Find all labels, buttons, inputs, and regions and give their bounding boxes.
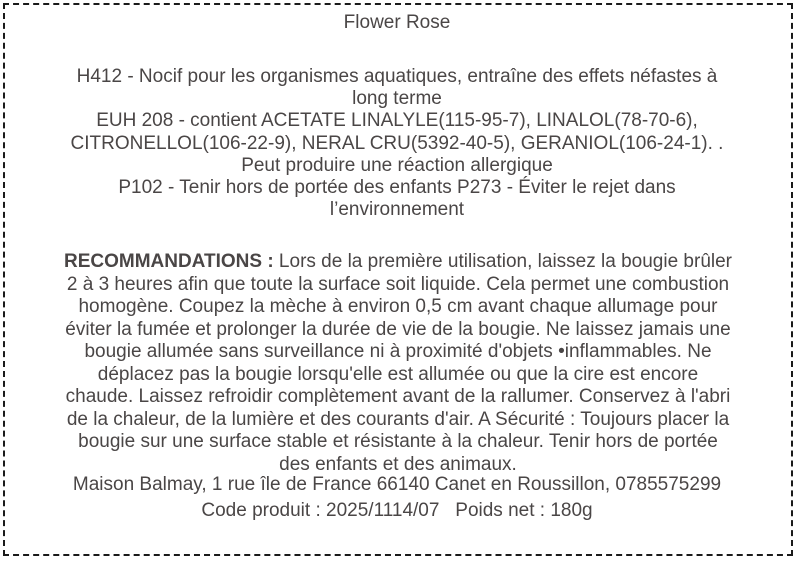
recommendations-line: des enfants et des animaux. (279, 453, 517, 475)
recommendations-line: de la chaleur, de la lumière et des courants d'air. A Sécurité : Toujours placer la (66, 408, 730, 430)
recommendations-line: bougie allumée sans surveillance ni à proximité d'objets •inflammables. Ne (84, 341, 712, 362)
hazard-h412-line2: long terme (352, 88, 442, 109)
product-code-weight: Code produit : 2025/1114/07 Poids net : 180g (201, 500, 593, 521)
recommendations-line: 2 à 3 heures afin que toute la surface soit liquide. Cela permet une combustion (66, 273, 730, 295)
euh208-line1: EUH 208 - contient ACETATE LINALYLE(115-95-7), LINALOL(78-70-6), (96, 110, 698, 131)
precaution-line2: l’environnement (329, 199, 465, 220)
recommendations-line: déplacez pas la bougie lorsqu'elle est allumée ou que la cire est encore (97, 363, 699, 385)
hazard-h412-line1: H412 - Nocif pour les organismes aquatiques, entraîne des effets néfastes à (76, 66, 718, 87)
euh208-line3: Peut produire une réaction allergique (241, 155, 553, 176)
recommendations-line: chaude. Laissez refroidir complètement avant de la rallumer. Conservez à l'abri (65, 386, 731, 407)
recommendations-block (10, 251, 786, 476)
product-name: Flower Rose (343, 12, 451, 33)
manufacturer-address: Maison Balmay, 1 rue île de France 66140 Canet en Roussillon, 0785575299 (72, 474, 722, 495)
recommendations-line: homogène. Coupez la mèche à environ 0,5 cm avant chaque allumage pour (78, 296, 718, 317)
recommendations-line (10, 251, 786, 274)
euh208-line2: CITRONELLOL(106-22-9), NERAL CRU(5392-40-5), GERANIOL(106-24-1). . (70, 133, 724, 154)
recommendations-text: Lors de la première utilisation, laissez la bougie brûler (273, 251, 733, 272)
recommendations-heading: RECOMMANDATIONS : (63, 251, 274, 272)
recommendations-line: éviter la fumée et prolonger la durée de vie de la bougie. Ne laissez jamais une (65, 318, 731, 340)
precaution-line1: P102 - Tenir hors de portée des enfants P273 - Éviter le rejet dans (118, 177, 676, 198)
recommendations-line: bougie sur une surface stable et résistante à la chaleur. Tenir hors de portée (78, 431, 718, 452)
